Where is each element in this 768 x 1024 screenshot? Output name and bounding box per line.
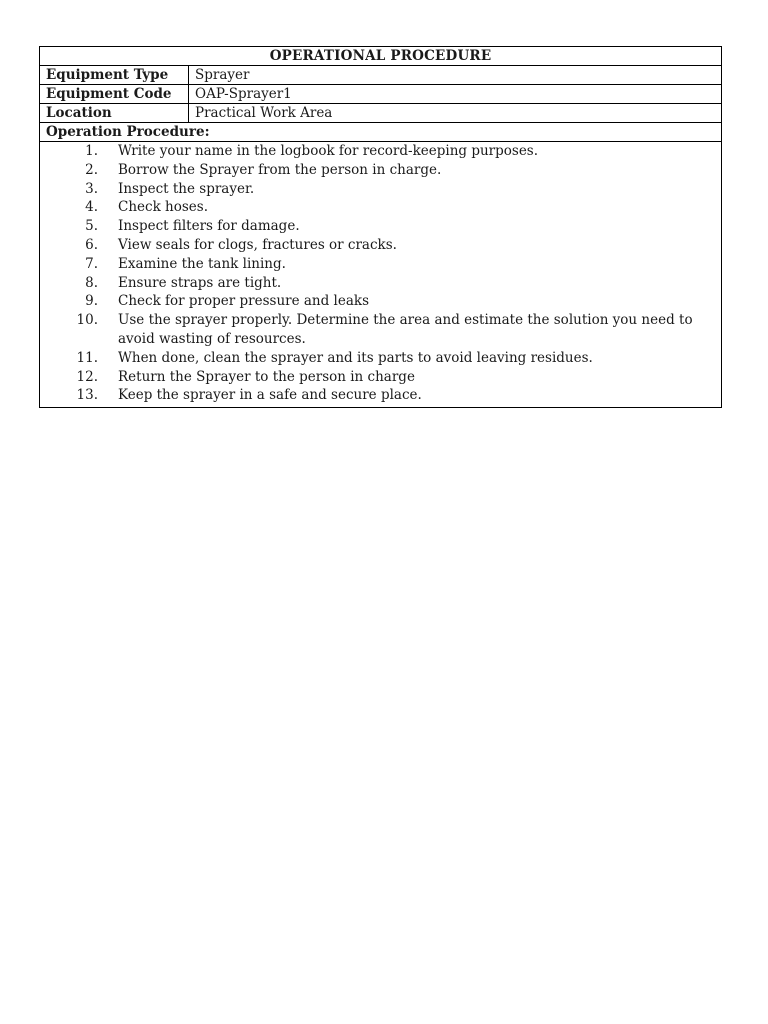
step-text: Check for proper pressure and leaks: [118, 293, 370, 310]
step-text: When done, clean the sprayer and its parts to avoid leaving residues.: [118, 349, 593, 366]
field-value: Sprayer: [189, 66, 722, 85]
procedure-step: [46, 180, 715, 199]
step-number: 8.: [85, 274, 98, 291]
procedure-step: [46, 386, 715, 405]
procedure-step: [46, 349, 715, 368]
step-number: 5.: [85, 218, 98, 235]
step-number: 10.: [76, 312, 98, 329]
procedure-step: [46, 198, 715, 217]
procedure-heading-row: [40, 123, 722, 142]
step-number: 9.: [85, 293, 98, 310]
procedure-step: [46, 292, 715, 311]
step-text: Use the sprayer properly. Determine the area and estimate the solution you need to avoid wasting of resources.: [118, 312, 693, 347]
title-row: [40, 47, 722, 66]
step-text: Inspect filters for damage.: [118, 218, 300, 235]
step-text: Borrow the Sprayer from the person in charge.: [118, 161, 442, 178]
step-number: 1.: [85, 143, 98, 159]
procedure-step: [46, 236, 715, 255]
procedure-step: [46, 368, 715, 387]
step-text: Keep the sprayer in a safe and secure place.: [118, 387, 422, 404]
procedure-steps-cell: [40, 142, 722, 408]
step-text: View seals for clogs, fractures or cracks.: [118, 236, 397, 253]
field-row-equipment-code: [40, 85, 722, 104]
step-number: 7.: [85, 255, 98, 272]
step-number: 11.: [76, 349, 98, 366]
procedure-step: [46, 217, 715, 236]
field-row-equipment-type: [40, 66, 722, 85]
step-number: 4.: [85, 199, 98, 216]
procedure-step: [46, 311, 715, 349]
field-value: Practical Work Area: [189, 104, 722, 123]
step-number: 12.: [76, 368, 98, 385]
step-number: 2.: [85, 161, 98, 178]
document-title: OPERATIONAL PROCEDURE: [40, 47, 722, 66]
procedure-heading: Operation Procedure:: [40, 123, 722, 142]
field-label: Equipment Type: [40, 66, 189, 85]
procedure-step: [46, 274, 715, 293]
step-text: Examine the tank lining.: [118, 255, 286, 272]
step-text: Inspect the sprayer.: [118, 180, 255, 197]
field-row-location: [40, 104, 722, 123]
procedure-step: [46, 255, 715, 274]
step-text: Write your name in the logbook for record-keeping purposes.: [118, 143, 539, 159]
procedure-steps-list: [46, 142, 715, 405]
step-number: 13.: [76, 387, 98, 404]
step-number: 3.: [85, 180, 98, 197]
operational-procedure-table: [39, 46, 722, 408]
procedure-steps-row: [40, 142, 722, 408]
field-label: Location: [40, 104, 189, 123]
step-text: Check hoses.: [118, 199, 209, 216]
field-value: OAP-Sprayer1: [189, 85, 722, 104]
step-text: Ensure straps are tight.: [118, 274, 282, 291]
procedure-step: [46, 161, 715, 180]
procedure-step: [46, 142, 715, 161]
step-text: Return the Sprayer to the person in charge: [118, 368, 415, 385]
step-number: 6.: [85, 236, 98, 253]
field-label: Equipment Code: [40, 85, 189, 104]
